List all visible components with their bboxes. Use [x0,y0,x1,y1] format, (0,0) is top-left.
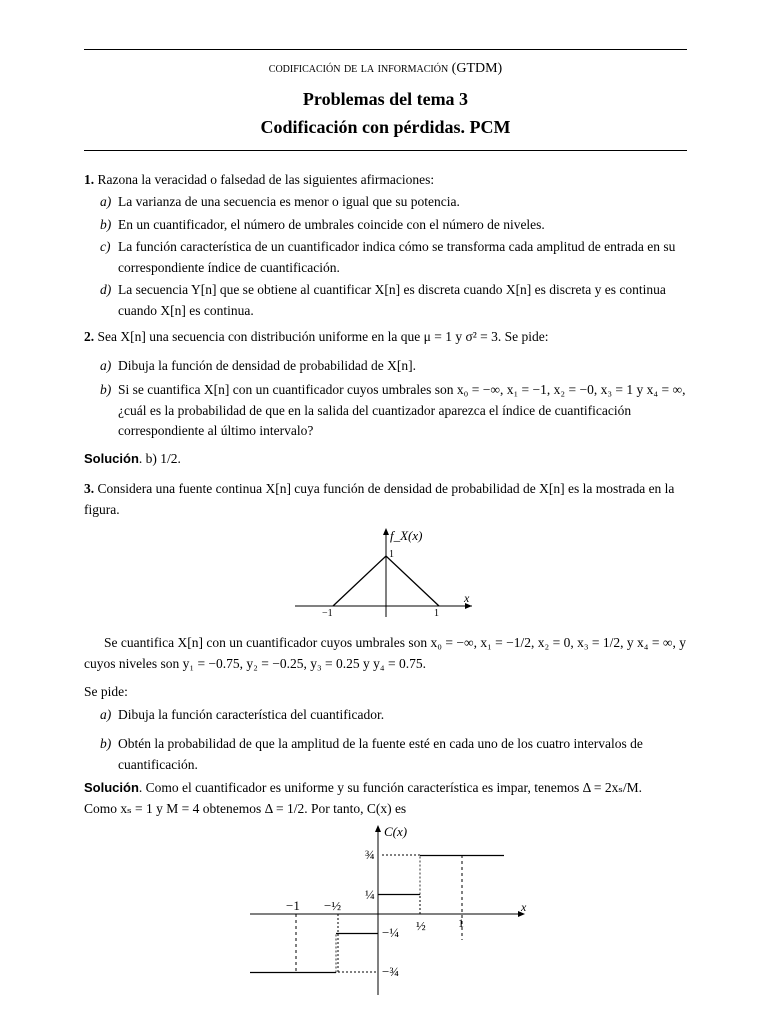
y-axis-arrow [375,825,381,832]
header-rule [84,150,687,151]
course-header: codificación de la información (GTDM) [268,61,503,76]
fig1-ylabel: f_X(x) [390,528,423,543]
item-label: a) [100,194,112,209]
fig2-level-m14: −¼ [382,925,400,940]
fig2-tick-half: ½ [416,918,426,933]
fig1-peak-label: 1 [389,549,394,560]
fig2-level-14: ¼ [365,887,375,902]
list-item [100,192,687,213]
item-label: a) [100,358,112,373]
fig2-level-m34: −¾ [382,964,400,979]
problem-3-solution [84,778,687,819]
problem-text: Razona la veracidad o falsedad de las siguientes afirmaciones: [97,172,435,187]
fig2-tick-one: 1 [458,916,464,930]
list-item [100,734,687,775]
y-axis-arrow [383,528,389,535]
problem-text: Considera una fuente continua X[n] cuya función de densidad de probabilidad de X[n] es la mostrada en la figura. [84,481,675,517]
problem-text: Sea X[n] una secuencia con distribución uniforme en la que μ = 1 y σ² = 3. Se pide: [97,329,549,344]
solution-label: Solución [84,780,139,795]
solution-text: Como xₛ = 1 y M = 4 obtenemos Δ = 1/2. Por tanto, C(x) es [84,800,407,816]
problem-number: 1. [84,172,95,187]
fig2-tick-neghalf: −½ [324,898,342,913]
list-item [100,705,687,726]
problem-1-intro [84,170,687,191]
list-item [100,356,687,377]
item-text: Obtén la probabilidad de que la amplitud de la fuente esté en cada uno de los cuatro intervalos de cuantificación. [118,736,643,772]
fig1-tick-minus1: −1 [322,608,333,619]
fig2-tick-neg1: −1 [286,898,300,913]
solution-text: . Como el cuantificador es uniforme y su función característica es impar, tenemos Δ = 2xₛ/M. [138,780,643,795]
problem-number: 3. [84,481,95,496]
item-label: a) [100,707,112,722]
item-text: Dibuja la función de densidad de probabilidad de X[n]. [118,358,417,373]
fig2-level-34: ¾ [365,847,375,862]
fig2-xlabel: x [521,900,527,914]
list-item [100,380,687,442]
item-text: La secuencia Y[n] que se obtiene al cuantificar X[n] es discreta cuando X[n] es discreta y es continua cuando X[n] es continua. [118,282,666,318]
solution-text: . b) 1/2. [138,451,181,466]
item-text: La varianza de una secuencia es menor o igual que su potencia. [118,194,460,209]
item-text: Dibuja la función característica del cuantificador. [118,707,385,722]
list-item [100,280,687,321]
problem-number: 2. [84,329,95,344]
title-line-1: Problemas del tema 3 [302,89,469,109]
quantizer-figure [250,820,540,1000]
problem-3-paragraph: Se cuantifica X[n] con un cuantificador cuyos umbrales son x₀ = −∞, x₁ = −1/2, x₂ = 0, x₃ = 1/2, y x₄ = ∞, y cuyos niveles son y₁ = −0.75, y₂ = −0.25, y₃ = 0.25 y y₄ = 0.75. [84,635,686,671]
item-text: La función característica de un cuantificador indica cómo se transforma cada amplitud de entrada en su correspondiente índice de cuantificación. [118,239,676,275]
solution-label: Solución [84,451,139,466]
se-pide: Se pide: [84,684,128,699]
item-label: b) [100,736,112,751]
problem-3-intro [84,479,687,520]
list-item [100,215,687,236]
problem-2-solution [84,449,687,470]
fig1-tick-plus1: 1 [434,608,439,619]
item-text: Si se cuantifica X[n] con un cuantificador cuyos umbrales son x₀ = −∞, x₁ = −1, x₂ = −0, x₃ = 1 y x₄ = ∞, ¿cuál es la probabilidad de que en la salida del cuantizador aparezca el índice de cuantificación correspondiente al último intervalo? [118,382,686,438]
fig2-ylabel: C(x) [384,824,408,839]
item-label: b) [100,217,112,232]
list-item [100,237,687,278]
item-label: d) [100,282,112,297]
fig1-xlabel: x [464,591,470,605]
top-rule [84,49,687,50]
title-line-2: Codificación con pérdidas. PCM [260,117,511,137]
item-label: c) [100,239,111,254]
problem-2-intro [84,327,687,348]
item-text: En un cuantificador, el número de umbrales coincide con el número de niveles. [118,217,545,232]
item-label: b) [100,382,112,397]
pdf-figure [290,522,480,622]
